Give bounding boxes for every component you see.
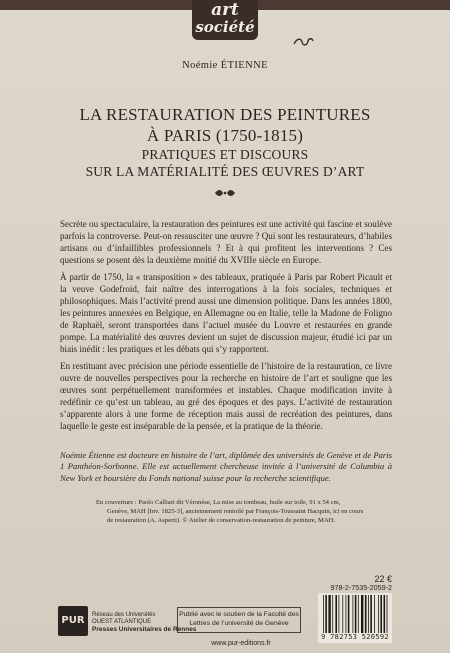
- swirl-ornament-icon: [292, 36, 314, 48]
- publisher-line3: Presses Universitaires de Rennes: [92, 626, 197, 633]
- publisher-website: www.pur-editions.fr: [211, 640, 271, 647]
- cover-credits: [96, 498, 390, 525]
- cover-credits-line2: Genève, MAH [Inv. 1825-3], anciennement rentoilé par François-Toussaint Hacquin, ici en cours: [107, 508, 364, 515]
- author-name: Noémie ÉTIENNE: [182, 60, 268, 71]
- book-title: [0, 104, 450, 146]
- author-bio: Noémie Étienne est docteure en histoire de l’art, diplômée des universités de Genève et de Paris 1 Panthéon-Sorbonne. Elle est actuellement chercheuse invitée à l’université de Columbia à New York et boursière du Fonds national suisse pour la recherche scientifique.: [60, 450, 392, 483]
- blurb: [60, 218, 392, 437]
- blurb-paragraph-3: En restituant avec précision une période essentielle de l’histoire de la restauration, ce livre ouvre de nouvelles perspectives pour la recherche en histoire de l’art et souligne que les œuvres sont perpétuellement transformées et instables. Chaque modification invite à redéfinir ce qu’est un tableau, au gré des époques et des pays. L’activité de restauration s’apparente alors à une forme de réception mais aussi de recréation des peintures, dans laquelle le geste est inséparable de la pensée, et la pratique de la théorie.: [60, 361, 392, 431]
- book-title-line2: À PARIS (1750-1815): [146, 126, 304, 145]
- publisher-mark: PUR: [58, 606, 88, 636]
- isbn: 978-2-7535-2059-2: [330, 583, 392, 592]
- book-title-line1: LA RESTAURATION DES PEINTURES: [79, 105, 371, 124]
- cover-credits-line1: En couverture : Paolo Calliari dit Véronèse, La mise au tombeau, huile sur toile, 91 x 54 cm,: [96, 499, 341, 506]
- series-logo-line1: art: [211, 0, 239, 20]
- barcode-digits: 9 782753 520592: [321, 633, 389, 641]
- book-subtitle: [0, 146, 450, 180]
- fleuron-icon: [214, 188, 236, 198]
- cover-credits-line3: de restauration (A. Asperti). © Atelier de conservation-restauration de peinture, MAH.: [107, 517, 336, 524]
- support-notice-box: [177, 607, 301, 633]
- barcode-icon: [322, 595, 388, 633]
- support-notice-line2: Lettres de l’université de Genève: [189, 619, 289, 627]
- publisher-logo: [58, 606, 197, 636]
- series-logo-line2: société: [195, 18, 255, 36]
- support-notice-line1: Publié avec le soutien de la Faculté des: [179, 611, 299, 618]
- book-subtitle-line1: PRATIQUES ET DISCOURS: [141, 147, 309, 162]
- blurb-paragraph-1: Secrète ou spectaculaire, la restauration des peintures est une activité qui fascine et soulève parfois la controverse. Peut-on ressusciter une œuvre ? Qui sont les restaurateurs, d’habiles artisans ou d’infaillibles professionnels ? Et à qui profitent les interventions ? Ces questions se posent dès la deuxième moitié du XVIIIe siècle en Europe.: [60, 219, 392, 265]
- book-subtitle-line2: SUR LA MATÉRIALITÉ DES ŒUVRES D’ART: [85, 164, 365, 179]
- publisher-line1: Réseau des Universités: [92, 612, 156, 618]
- blurb-paragraph-2: À partir de 1750, la « transposition » des tableaux, pratiquée à Paris par Robert Picault et la veuve Godefroid, fait naître des interrogations à la fois sociales, techniques et philosophiques. Mais l’activité prend aussi une dimension politique. Dans les années 1800, les peintures annexées en Belgique, en Allemagne ou en Italie, telle la Madone de Foligno de Raphaël, seront transportées dans l’actuel musée du Louvre et restaurées en grande pompe. La matérialité des œuvres devient un sujet de discussion majeur, étudié ici par un biais inédit : les pratiques et les débats qui s’y rapportent.: [60, 272, 392, 354]
- barcode: [318, 593, 392, 643]
- publisher-line2: OUEST ATLANTIQUE: [92, 619, 152, 625]
- price: 22 €: [374, 574, 392, 584]
- series-logo: [192, 0, 258, 40]
